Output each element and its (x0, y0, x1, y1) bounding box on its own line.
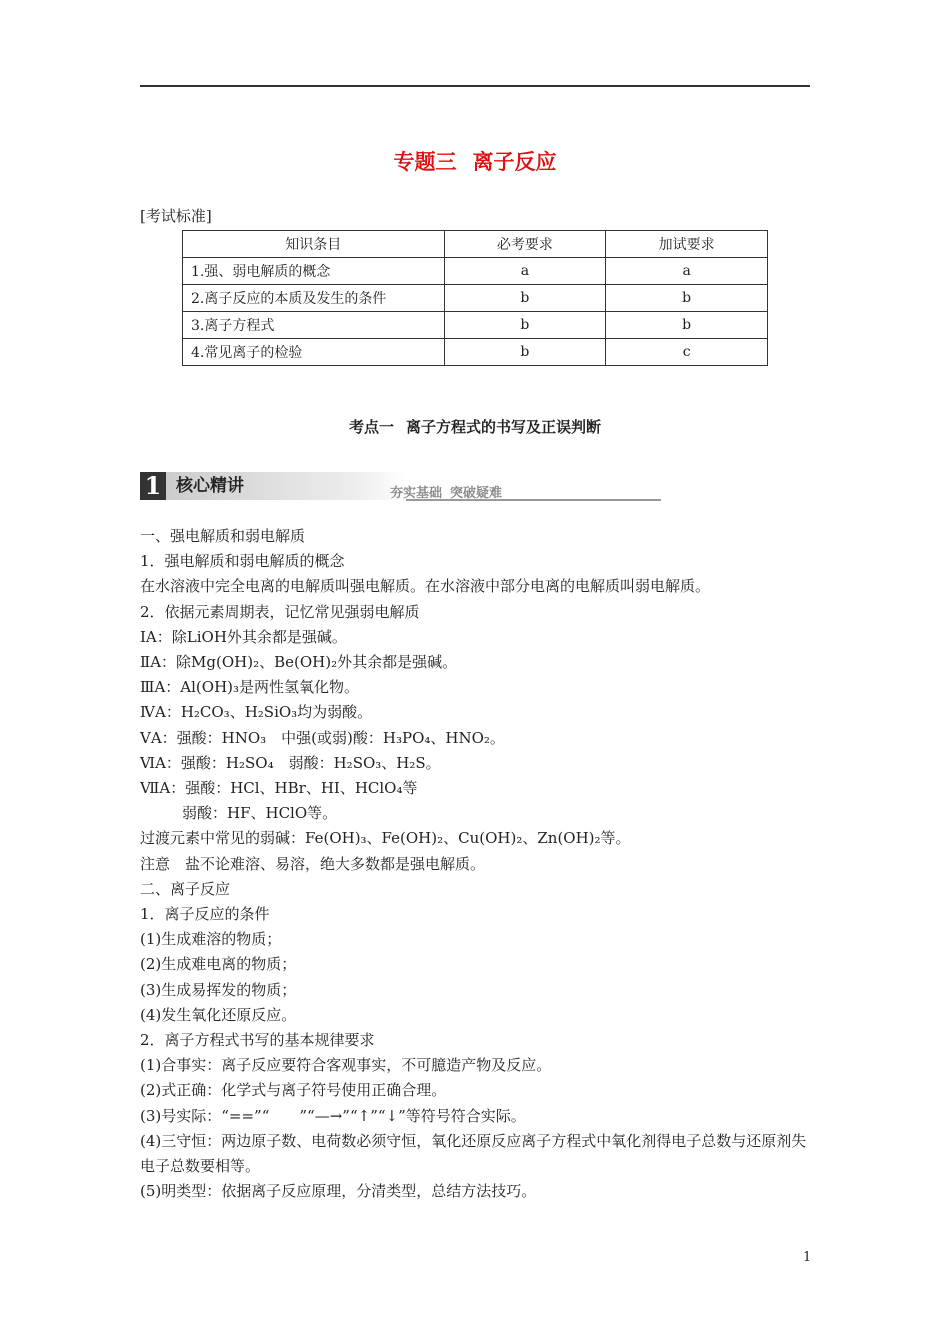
core-banner (140, 472, 522, 502)
text-line: (4)发生氧化还原反应。 (140, 1005, 297, 1024)
header-rule (140, 85, 810, 87)
table-cell: b (444, 312, 606, 339)
table-cell: 4.常见离子的检验 (183, 339, 445, 366)
text-line: (5)明类型：依据离子反应原理，分清类型，总结方法技巧。 (140, 1182, 537, 1201)
table-row (183, 258, 768, 285)
text-line: ⅠA：除LiOH外其余都是强碱。 (140, 627, 347, 646)
page-title (0, 146, 950, 176)
standard-label: [考试标准] (140, 207, 212, 225)
text-line: 二、离子反应 (140, 879, 231, 898)
table-cell: a (606, 258, 768, 285)
table-cell: 2.离子反应的本质及发生的条件 (183, 285, 445, 312)
table-row (183, 312, 768, 339)
section-number: 考点一 (348, 418, 394, 436)
text-line: ⅢA：Al(OH)₃是两性氢氧化物。 (140, 678, 360, 697)
text-line: (3)生成易挥发的物质； (140, 980, 297, 999)
table-cell: c (606, 339, 768, 366)
text-line: ⅣA：H₂CO₃、H₂SiO₃均为弱酸。 (140, 703, 373, 722)
table-cell: b (606, 285, 768, 312)
banner-tags (390, 482, 510, 501)
table-row (183, 285, 768, 312)
table-cell: 3.离子方程式 (183, 312, 445, 339)
table-cell: b (606, 312, 768, 339)
text-line: (1)生成难溶的物质； (140, 930, 282, 949)
text-line: 在水溶液中完全电离的电解质叫强电解质。在水溶液中部分电离的电解质叫弱电解质。 (140, 577, 711, 596)
table-header-row (183, 231, 768, 258)
body-text (140, 524, 820, 1204)
text-line: 2．离子方程式书写的基本规律要求 (140, 1031, 375, 1050)
table-header: 必考要求 (444, 231, 606, 258)
title-part1: 专题三 (393, 150, 457, 174)
banner-tag: 夯实基础 (390, 486, 443, 501)
text-line: (1)合事实：离子反应要符合客观事实，不可臆造产物及反应。 (140, 1056, 552, 1075)
text-line: 1．离子反应的条件 (140, 905, 270, 924)
text-line: 过渡元素中常见的弱碱：Fe(OH)₃、Fe(OH)₂、Cu(OH)₂、Zn(OH)₂等。 (140, 829, 631, 848)
table-header: 知识条目 (183, 231, 445, 258)
text-line: ⅦA：强酸：HCl、HBr、HI、HClO₄等 (140, 779, 418, 798)
requirements-table (182, 230, 768, 366)
text-line: (2)式正确：化学式与离子符号使用正确合理。 (140, 1081, 447, 1100)
banner-tag: 突破疑难 (450, 486, 503, 501)
text-line: ⅡA：除Mg(OH)₂、Be(OH)₂外其余都是强碱。 (140, 653, 458, 672)
table-header: 加试要求 (606, 231, 768, 258)
text-line: 2．依据元素周期表，记忆常见强弱电解质 (140, 602, 420, 621)
section-heading (0, 416, 950, 437)
text-line: 弱酸：HF、HClO等。 (182, 804, 338, 823)
section-title: 离子方程式的书写及正误判断 (406, 418, 602, 436)
text-line: 注意 盐不论难溶、易溶，绝大多数都是强电解质。 (140, 854, 486, 873)
banner-number: 1 (140, 472, 166, 500)
text-line: ⅤA：强酸：HNO₃ 中强(或弱)酸：H₃PO₄、HNO₂。 (140, 728, 505, 747)
table-cell: a (444, 258, 606, 285)
title-part2: 离子反应 (472, 150, 557, 174)
table-cell: 1.强、弱电解质的概念 (183, 258, 445, 285)
table-cell: b (444, 339, 606, 366)
text-line: ⅥA：强酸：H₂SO₄ 弱酸：H₂SO₃、H₂S。 (140, 753, 441, 772)
text-line: 1．强电解质和弱电解质的概念 (140, 552, 345, 571)
text-line: (4)三守恒：两边原子数、电荷数必须守恒，氧化还原反应离子方程式中氧化剂得电子总数与还原剂失电子总数要相等。 (140, 1131, 807, 1176)
table-row (183, 339, 768, 366)
text-line: (2)生成难电离的物质； (140, 955, 297, 974)
text-line: 一、强电解质和弱电解质 (140, 527, 306, 545)
table-cell: b (444, 285, 606, 312)
page-number: 1 (803, 1250, 812, 1265)
banner-label: 核心精讲 (166, 472, 406, 500)
text-line: (3)号实际：“==”“ ”“—→”“↑”“↓”等符号符合实际。 (140, 1106, 526, 1125)
